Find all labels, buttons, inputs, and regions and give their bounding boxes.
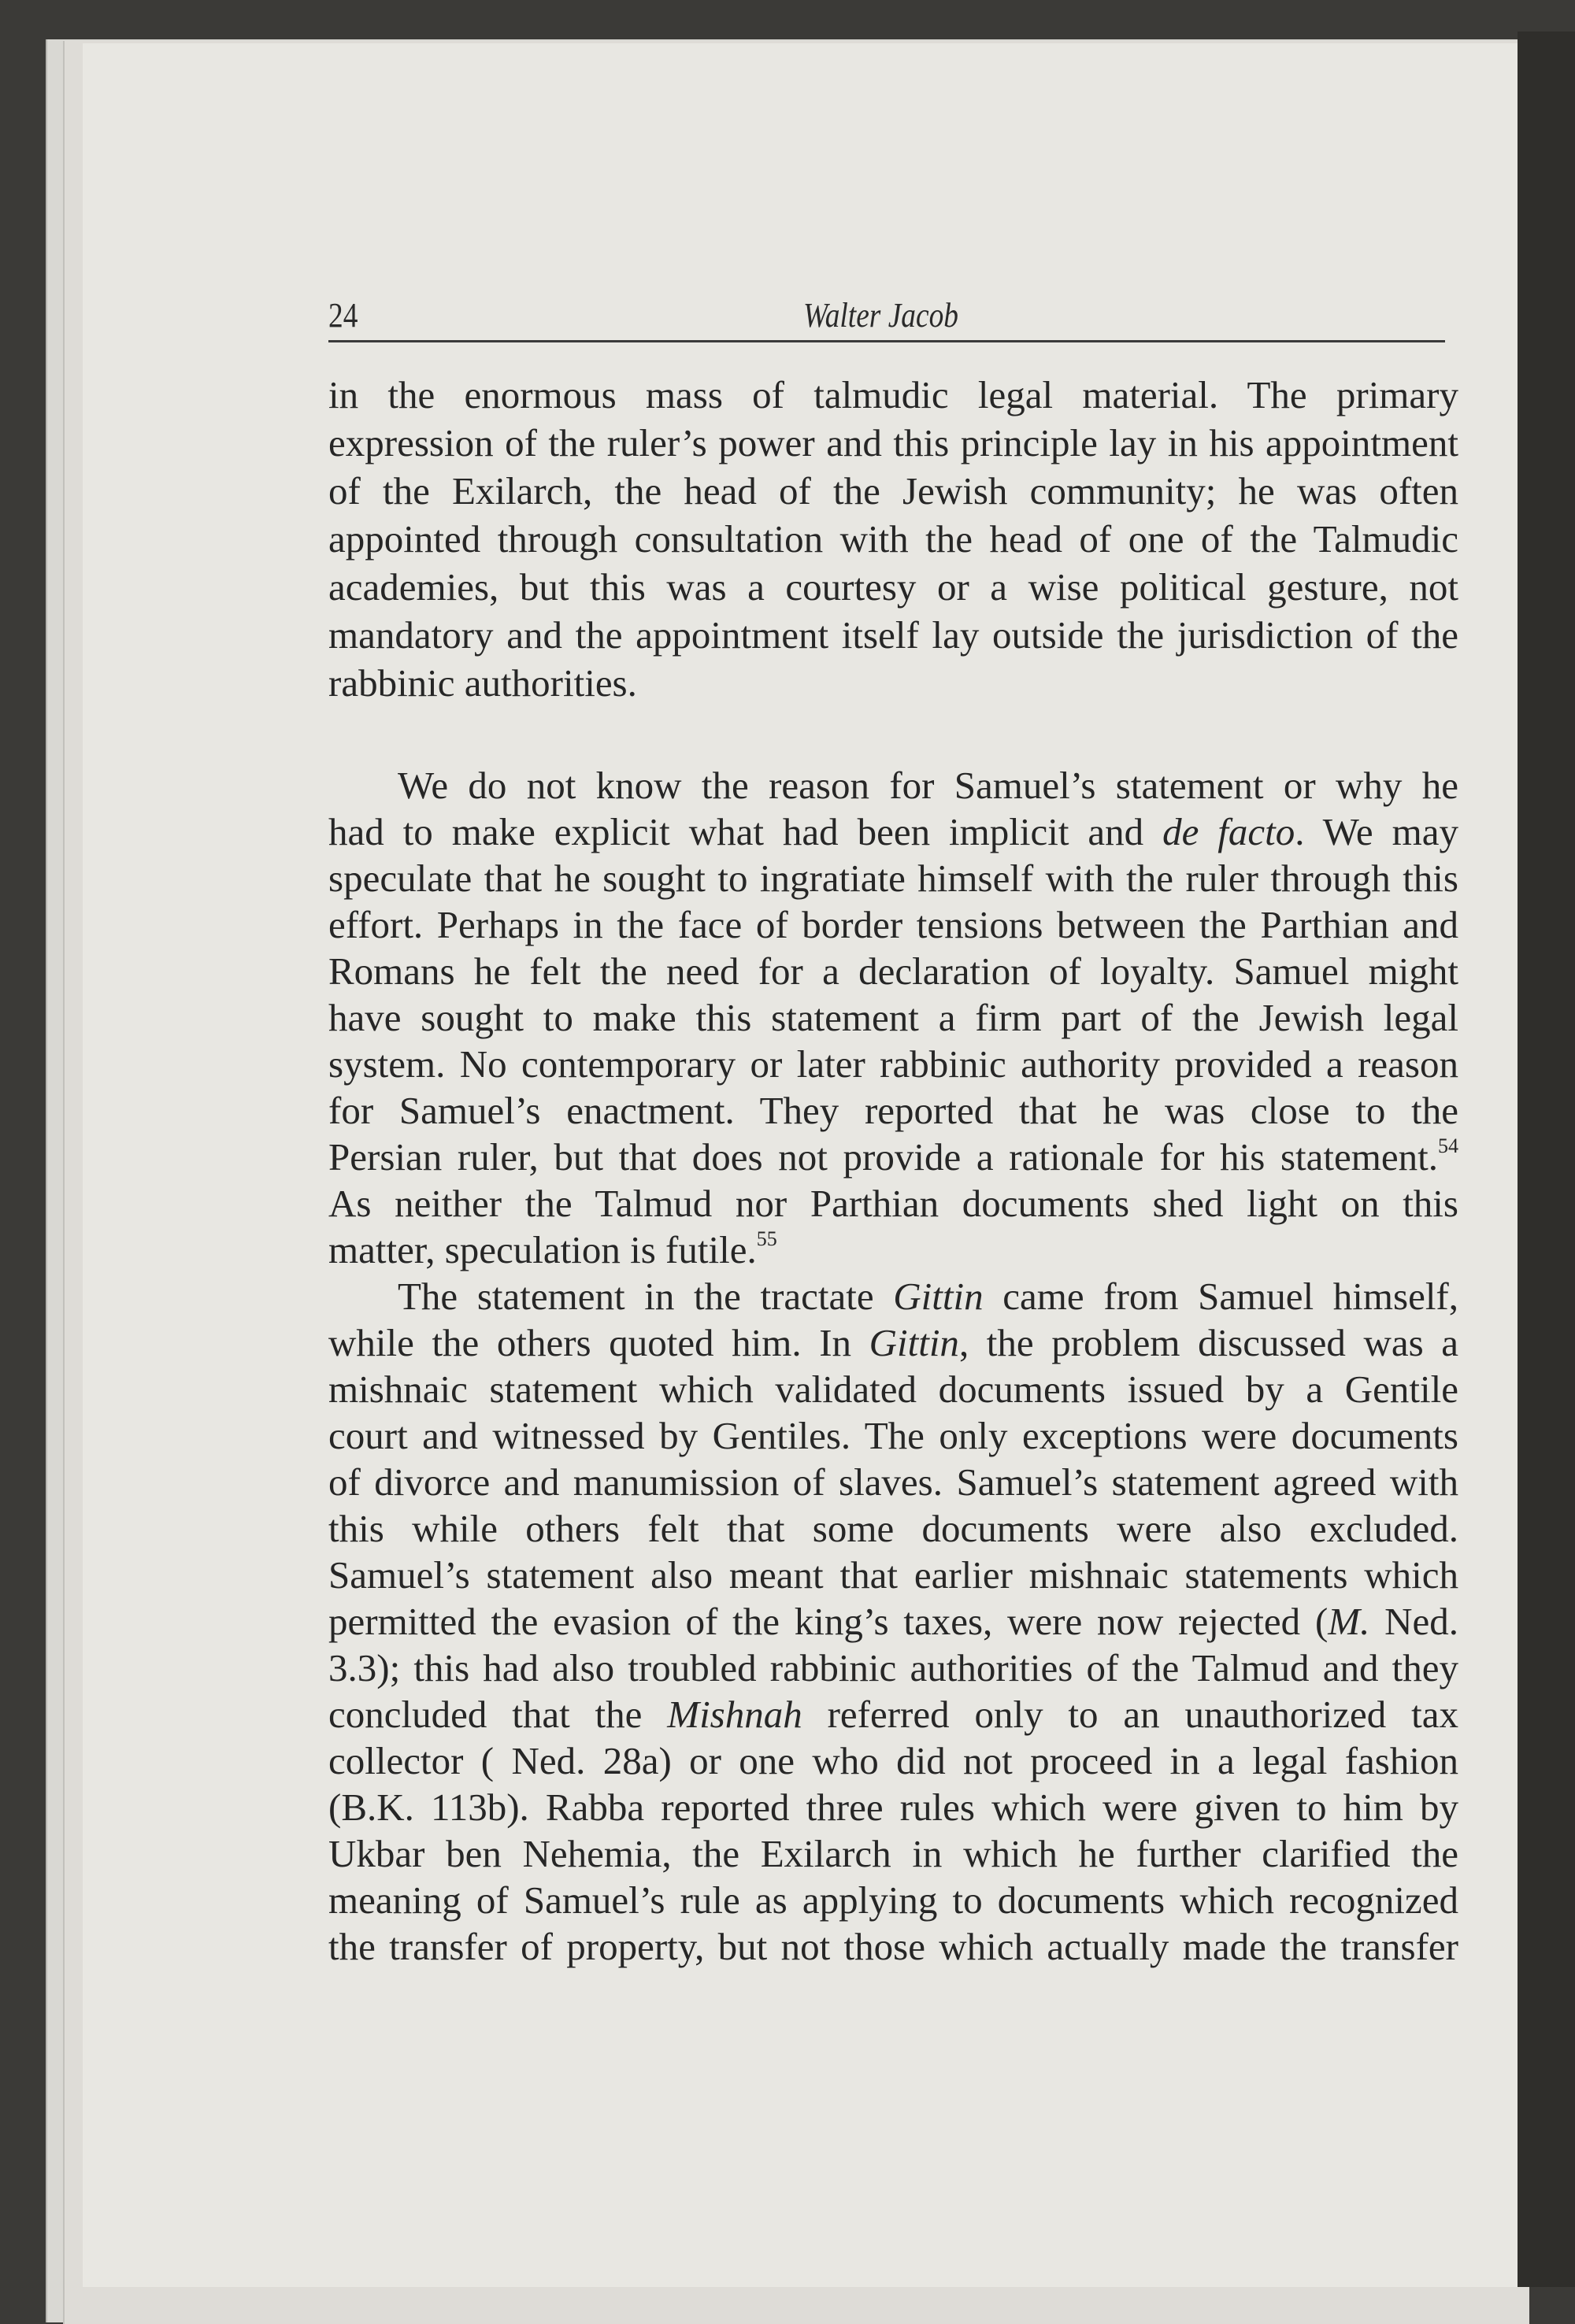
italic-text: M. <box>1328 1600 1370 1643</box>
text-span: Ukbar ben Nehemia, the Exilarch in which he further clarified the <box>328 1832 1458 1875</box>
text-line <box>328 373 1458 417</box>
text-span: . We may <box>1295 810 1458 853</box>
text-span: of divorce and manumission of slaves. Samuel’s statement agreed with <box>328 1460 1458 1504</box>
text-line <box>328 1739 1458 1783</box>
italic-text: de facto <box>1162 810 1295 853</box>
text-line <box>328 1414 1458 1458</box>
text-span: permitted the evasion of the king’s taxes, were now rejected ( <box>328 1600 1329 1643</box>
text-line <box>328 1089 1458 1133</box>
text-span: As neither the Talmud nor Parthian documents shed light on this <box>328 1182 1458 1225</box>
text-span: in the enormous mass of talmudic legal material. The primary <box>328 373 1458 416</box>
text-line <box>398 1275 1458 1319</box>
text-span: Persian ruler, but that does not provide a rationale for his statement. <box>328 1135 1438 1179</box>
text-line <box>328 1693 1458 1737</box>
text-span: mandatory and the appointment itself lay outside the jurisdiction of the <box>328 613 1458 657</box>
text-span: of the Exilarch, the head of the Jewish community; he was often <box>328 469 1458 513</box>
text-line <box>328 903 1458 947</box>
text-line <box>328 1600 1458 1644</box>
text-line <box>328 1367 1458 1412</box>
text-span: this while others felt that some documents were also excluded. <box>328 1507 1458 1550</box>
text-line <box>328 1182 1458 1226</box>
text-line <box>328 421 1458 465</box>
facing-page-edge <box>1518 31 1575 2287</box>
text-span: while the others quoted him. In <box>328 1321 869 1364</box>
text-span: court and witnessed by Gentiles. The only exceptions were documents <box>328 1414 1458 1457</box>
text-line <box>328 996 1458 1040</box>
italic-text: Gittin <box>869 1321 959 1364</box>
text-span: We do not know the reason for Samuel’s statement or why he <box>398 764 1458 807</box>
text-span: mishnaic statement which validated documents issued by a Gentile <box>328 1367 1458 1411</box>
text-line <box>328 810 1458 854</box>
text-span: referred only to an unauthorized tax <box>802 1693 1458 1736</box>
text-line <box>328 1460 1458 1504</box>
text-span: came from Samuel himself, <box>983 1275 1458 1318</box>
text-span: effort. Perhaps in the face of border tensions between the Parthian and <box>328 903 1458 946</box>
text-line <box>398 764 1458 808</box>
text-line <box>328 469 1458 513</box>
text-span: for Samuel’s enactment. They reported that he was close to the <box>328 1089 1458 1132</box>
footnote-ref[interactable]: 55 <box>756 1227 777 1250</box>
text-span: have sought to make this statement a firm part of the Jewish legal <box>328 996 1458 1039</box>
text-span: (B.K. 113b). Rabba reported three rules which were given to him by <box>328 1786 1458 1829</box>
text-span: 3.3); this had also troubled rabbinic authorities of the Talmud and they <box>328 1646 1458 1689</box>
text-span: matter, speculation is futile. <box>328 1228 757 1271</box>
text-line <box>328 1646 1458 1690</box>
page-number: 24 <box>328 296 358 335</box>
text-span: expression of the ruler’s power and this principle lay in his appointment <box>328 421 1458 464</box>
text-line <box>328 1228 777 1272</box>
text-line <box>328 1786 1458 1830</box>
text-line <box>328 1042 1458 1086</box>
text-line <box>328 1321 1458 1365</box>
text-line <box>328 1553 1458 1597</box>
text-span: The statement in the tractate <box>398 1275 894 1318</box>
text-span: the transfer of property, but not those which actually made the transfer <box>328 1925 1458 1968</box>
italic-text: Mishnah <box>667 1693 802 1736</box>
text-span: had to make explicit what had been implicit and <box>328 810 1163 853</box>
text-span: Samuel’s statement also meant that earlier mishnaic statements which <box>328 1553 1458 1597</box>
text-span: Ned. <box>1369 1600 1458 1643</box>
text-span: , the problem discussed was a <box>958 1321 1458 1364</box>
text-span: academies, but this was a courtesy or a wise political gesture, not <box>328 565 1458 609</box>
text-span: meaning of Samuel’s rule as applying to documents which recognized <box>328 1878 1458 1922</box>
footnote-ref[interactable]: 54 <box>1438 1134 1458 1157</box>
text-line <box>328 517 1458 561</box>
text-line <box>328 1878 1458 1922</box>
text-span: system. No contemporary or later rabbinic authority provided a reason <box>328 1042 1458 1086</box>
text-span: appointed through consultation with the head of one of the Talmudic <box>328 517 1458 561</box>
header-rule <box>328 340 1445 342</box>
running-title: Walter Jacob <box>803 296 959 335</box>
text-line <box>328 1832 1458 1876</box>
text-line <box>328 613 1458 657</box>
text-span: collector ( Ned. 28a) or one who did not proceed in a legal fashion <box>328 1739 1458 1782</box>
text-span: speculate that he sought to ingratiate himself with the ruler through this <box>328 857 1458 900</box>
text-line <box>328 857 1458 901</box>
text-line <box>328 949 1458 994</box>
italic-text: Gittin <box>893 1275 984 1318</box>
text-line <box>328 1925 1458 1969</box>
text-line <box>328 1135 1458 1179</box>
text-line <box>328 1507 1458 1551</box>
text-span: Romans he felt the need for a declaration of loyalty. Samuel might <box>328 949 1458 993</box>
text-line <box>328 661 637 705</box>
text-line <box>328 565 1458 609</box>
text-span: rabbinic authorities. <box>328 661 637 705</box>
text-span: concluded that the <box>328 1693 668 1736</box>
